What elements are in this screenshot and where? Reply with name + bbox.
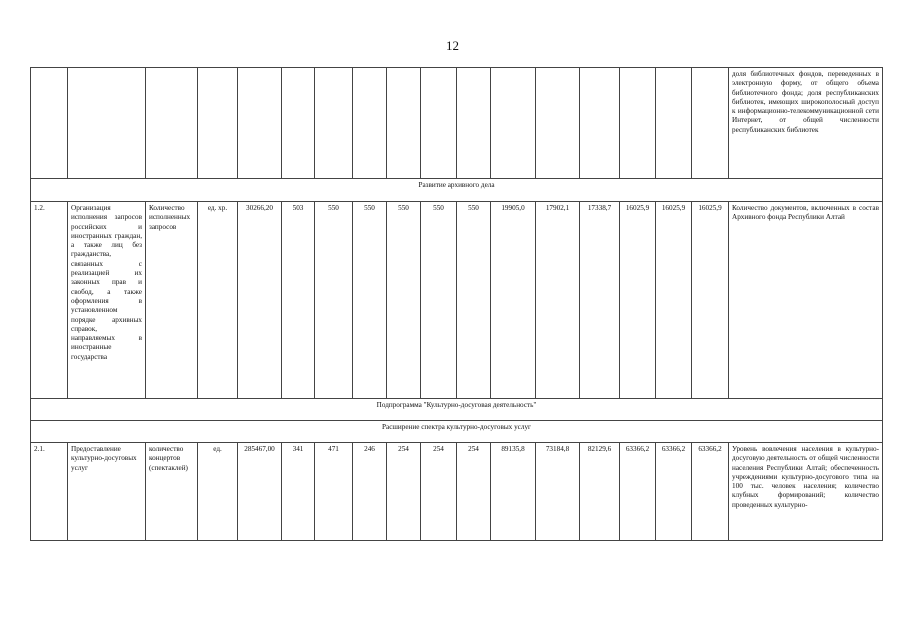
result-indicators-cell: доля библиотечных фондов, переведенных в электронную форму, от общего объема библиотечного фонда; доля республиканских библиотек, имеющих широкополосный доступ к информационно-телекоммуникационной сети Интернет, от общей численности республиканских библиотек bbox=[729, 68, 883, 179]
unit: ед. bbox=[198, 443, 238, 541]
funding-year-4: 16025,9 bbox=[620, 202, 656, 399]
section-header-row bbox=[31, 179, 883, 202]
value-year-3: 550 bbox=[353, 202, 387, 399]
value-year-5: 550 bbox=[421, 202, 457, 399]
value-year-2: 471 bbox=[315, 443, 353, 541]
value-year-2: 550 bbox=[315, 202, 353, 399]
funding-year-2: 73184,8 bbox=[536, 443, 580, 541]
funding-year-1: 19905,0 bbox=[491, 202, 536, 399]
funding-year-5: 63366,2 bbox=[656, 443, 692, 541]
table-row-1-2 bbox=[31, 202, 883, 399]
funding-year-6: 16025,9 bbox=[692, 202, 729, 399]
section-header-row bbox=[31, 421, 883, 443]
value-year-1: 341 bbox=[282, 443, 315, 541]
funding-year-2: 17902,1 bbox=[536, 202, 580, 399]
subprogram-row bbox=[31, 399, 883, 421]
table-row-2-1 bbox=[31, 443, 883, 541]
value-year-6: 254 bbox=[457, 443, 491, 541]
activity-name: Организация исполнения запросов российских и иностранных граждан, а также лиц без гражданства, связанных с реализацией их законных прав и свобод, а также оформления в установленном порядке архивных справок, направляемых в иностранные государства bbox=[68, 202, 146, 399]
indicator-name: Количество исполненных запросов bbox=[146, 202, 198, 399]
row-number: 2.1. bbox=[31, 443, 68, 541]
value-year-4: 254 bbox=[387, 443, 421, 541]
row-number: 1.2. bbox=[31, 202, 68, 399]
subprogram-title: Подпрограмма "Культурно-досуговая деятельность" bbox=[31, 399, 883, 421]
indicator-name: количество концертов (спектаклей) bbox=[146, 443, 198, 541]
value-year-1: 503 bbox=[282, 202, 315, 399]
funding-year-5: 16025,9 bbox=[656, 202, 692, 399]
unit: ед. хр. bbox=[198, 202, 238, 399]
table-row-continuation bbox=[31, 68, 883, 179]
activity-name: Предоставление культурно-досуговых услуг bbox=[68, 443, 146, 541]
program-table bbox=[30, 67, 883, 541]
value-year-4: 550 bbox=[387, 202, 421, 399]
funding-year-1: 89135,8 bbox=[491, 443, 536, 541]
funding-year-3: 17338,7 bbox=[580, 202, 620, 399]
result-indicators-cell: Количество документов, включенных в состав Архивного фонда Республики Алтай bbox=[729, 202, 883, 399]
base-value: 285467,00 bbox=[238, 443, 282, 541]
funding-year-3: 82129,6 bbox=[580, 443, 620, 541]
section-archive-title: Развитие архивного дела bbox=[31, 179, 883, 202]
value-year-5: 254 bbox=[421, 443, 457, 541]
funding-year-4: 63366,2 bbox=[620, 443, 656, 541]
funding-year-6: 63366,2 bbox=[692, 443, 729, 541]
page-number: 12 bbox=[446, 38, 459, 53]
section-culture-title: Расширение спектра культурно-досуговых услуг bbox=[31, 421, 883, 443]
base-value: 30266,20 bbox=[238, 202, 282, 399]
value-year-6: 550 bbox=[457, 202, 491, 399]
result-indicators-cell: Уровень вовлечения населения в культурно-досуговую деятельность от общей численности населения Республики Алтай; обеспеченность учреждениями культурно-досугового типа на 100 тыс. человек населения; количество клубных формирований; количество проведенных культурно- bbox=[729, 443, 883, 541]
value-year-3: 246 bbox=[353, 443, 387, 541]
